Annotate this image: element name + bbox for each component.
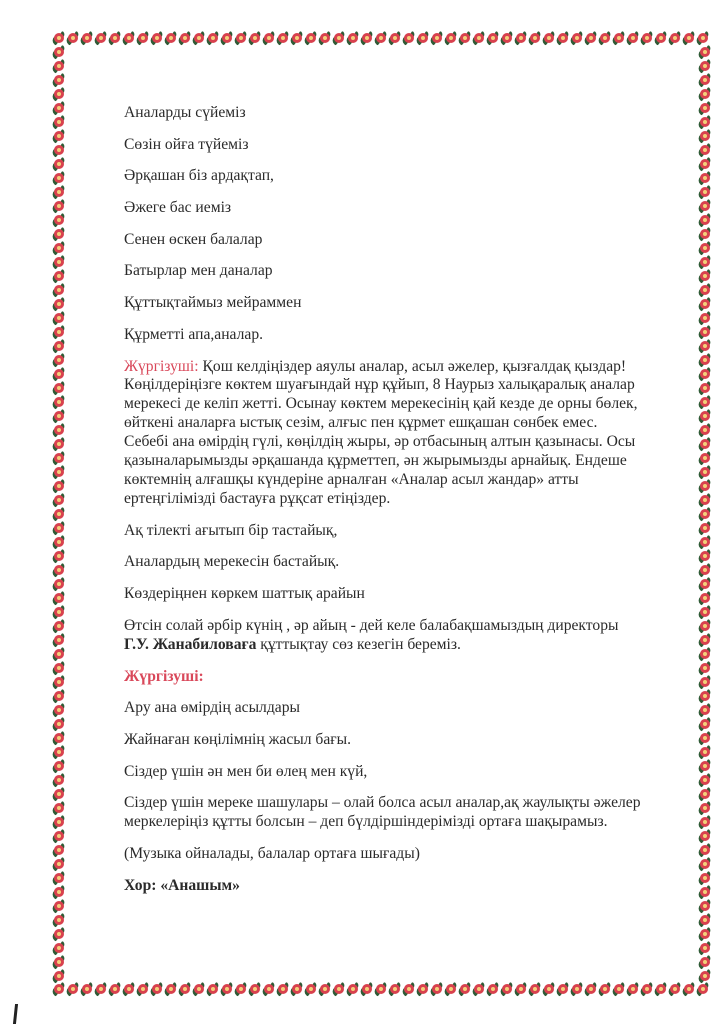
paragraph-line: Себебі ана өмірдің гүлі, көңілдің жыры, әр отбасының алтын қазынасы. Осы [124, 433, 636, 451]
flower-icon [698, 647, 712, 661]
flower-icon [444, 31, 458, 45]
flower-icon [374, 982, 388, 996]
flower-icon [698, 773, 712, 787]
flower-icon [346, 982, 360, 996]
flower-icon [698, 395, 712, 409]
flower-icon [52, 297, 66, 311]
flower-icon [698, 129, 712, 143]
flower-icon [108, 982, 122, 996]
flower-icon [52, 381, 66, 395]
flower-icon [52, 647, 66, 661]
flower-icon [136, 982, 150, 996]
flower-icon [698, 563, 712, 577]
flower-icon [698, 955, 712, 969]
flower-icon [374, 31, 388, 45]
flower-icon [52, 843, 66, 857]
flower-icon [698, 689, 712, 703]
flower-icon [698, 507, 712, 521]
flower-icon [654, 982, 668, 996]
verse-line: Жайнаған көңілімнің жасыл бағы. [124, 731, 352, 748]
flower-icon [698, 969, 712, 983]
flower-icon [528, 31, 542, 45]
flower-icon [52, 129, 66, 143]
flower-icon [698, 535, 712, 549]
flower-icon [52, 927, 66, 941]
flower-icon [220, 31, 234, 45]
paragraph-line: құттықтау сөз кезегін береміз. [256, 635, 461, 653]
paragraph-line: меркелеріңіз құтты болсын – деп бүлдіршіндерімізді ортаға шақырамыз. [124, 813, 608, 831]
flower-icon [698, 87, 712, 101]
flower-icon [290, 31, 304, 45]
flower-icon [514, 982, 528, 996]
flower-icon [220, 982, 234, 996]
flower-icon [52, 759, 66, 773]
flower-icon [52, 619, 66, 633]
flower-icon [598, 982, 612, 996]
flower-icon [698, 185, 712, 199]
flower-icon [52, 857, 66, 871]
flower-icon [234, 982, 248, 996]
flower-icon [52, 31, 66, 45]
verse-line: Құттықтаймыз мейраммен [124, 294, 302, 312]
flower-icon [472, 31, 486, 45]
flower-icon [360, 31, 374, 45]
flower-icon [52, 773, 66, 787]
flower-icon [276, 982, 290, 996]
flower-icon [698, 199, 712, 213]
flower-icon [388, 31, 402, 45]
flower-icon [698, 745, 712, 759]
flower-icon [698, 717, 712, 731]
flower-icon [640, 982, 654, 996]
paragraph-line: Қош келдіңіздер аяулы аналар, асыл әжелер, қызғалдақ қыздар! [198, 357, 627, 375]
flower-icon [178, 31, 192, 45]
flower-icon [612, 31, 626, 45]
flower-icon [52, 87, 66, 101]
flower-icon [52, 969, 66, 983]
flower-icon [52, 353, 66, 367]
flower-icon [276, 31, 290, 45]
flower-icon [626, 982, 640, 996]
flower-icon [52, 409, 66, 423]
paragraph-line: ертеңгілімізді бастауға рұқсат етіңіздер. [124, 489, 391, 507]
flower-icon [698, 591, 712, 605]
verse-line: Сіздер үшін ән мен би өлең мен күй, [124, 762, 368, 780]
flower-icon [698, 899, 712, 913]
border-top [52, 31, 710, 45]
flower-icon [698, 493, 712, 507]
flower-icon [52, 73, 66, 87]
flower-icon [52, 577, 66, 591]
verse-line: Көздеріңнен көркем шаттық арайын [124, 585, 365, 603]
flower-icon [698, 577, 712, 591]
flower-icon [698, 913, 712, 927]
verse-line: Батырлар мен даналар [124, 262, 273, 280]
flower-icon [318, 982, 332, 996]
verse-line: Құрметті апа,аналар. [124, 325, 264, 343]
flower-icon [318, 31, 332, 45]
flower-icon [122, 31, 136, 45]
flower-icon [178, 982, 192, 996]
flower-icon [458, 31, 472, 45]
flower-icon [682, 982, 696, 996]
flower-icon [698, 367, 712, 381]
flower-icon [332, 31, 346, 45]
paragraph-line: Көңілдеріңізге көктем шуағындай нұр құйып, 8 Наурыз халықаралық аналар [124, 376, 635, 394]
flower-icon [80, 982, 94, 996]
flower-icon [52, 689, 66, 703]
flower-icon [52, 801, 66, 815]
flower-icon [52, 255, 66, 269]
flower-icon [304, 982, 318, 996]
flower-icon [52, 213, 66, 227]
flower-icon [698, 605, 712, 619]
flower-icon [52, 45, 66, 59]
flower-icon [584, 31, 598, 45]
flower-icon [52, 241, 66, 255]
paragraph-line: көктемнің алғашқы күндеріне арналған «Аналар асыл жандар» атты [124, 470, 579, 488]
flower-icon [698, 703, 712, 717]
speaker-label: Жүргізуші: [124, 357, 199, 375]
flower-icon [668, 982, 682, 996]
flower-icon [122, 982, 136, 996]
flower-icon [52, 325, 66, 339]
invite-paragraph [124, 794, 694, 832]
flower-icon [402, 982, 416, 996]
flower-icon [486, 31, 500, 45]
flower-icon [52, 675, 66, 689]
flower-icon [150, 31, 164, 45]
flower-icon [52, 171, 66, 185]
verse-line: Ақ тілекті ағытып бір тастайық, [124, 521, 338, 539]
border-right [698, 45, 712, 983]
director-paragraph [124, 617, 694, 655]
flower-icon [52, 423, 66, 437]
flower-icon [698, 675, 712, 689]
flower-icon [52, 157, 66, 171]
flower-icon [52, 605, 66, 619]
verse-line: Әрқашан біз ардақтап, [124, 167, 274, 185]
flower-icon [698, 171, 712, 185]
flower-icon [698, 619, 712, 633]
flower-icon [52, 633, 66, 647]
flower-icon [206, 982, 220, 996]
flower-icon [698, 227, 712, 241]
flower-icon [698, 801, 712, 815]
flower-icon [52, 115, 66, 129]
verse-line: Ару ана өмірдің асылдары [124, 699, 300, 717]
paragraph-line: қазыналарымызды әрқашанда құрметтеп, ән жырымызды арнайық. Ендеше [124, 452, 627, 470]
flower-icon [698, 549, 712, 563]
verse-line: Әжеге бас иеміз [124, 199, 232, 217]
flower-icon [668, 31, 682, 45]
flower-icon [698, 843, 712, 857]
flower-icon [698, 339, 712, 353]
flower-icon [52, 703, 66, 717]
flower-icon [52, 101, 66, 115]
flower-icon [698, 115, 712, 129]
flower-icon [682, 31, 696, 45]
flower-icon [698, 157, 712, 171]
flower-icon [698, 815, 712, 829]
flower-icon [598, 31, 612, 45]
flower-icon [698, 661, 712, 675]
flower-icon [698, 311, 712, 325]
flower-icon [698, 283, 712, 297]
flower-icon [52, 871, 66, 885]
flower-icon [698, 143, 712, 157]
flower-icon [472, 982, 486, 996]
paragraph-line: Сіздер үшін мереке шашулары – олай болса асыл аналар,ақ жаулықты әжелер [124, 794, 641, 812]
verse-2 [124, 522, 694, 603]
flower-icon [52, 283, 66, 297]
flower-icon [698, 871, 712, 885]
flower-icon [698, 73, 712, 87]
flower-icon [698, 423, 712, 437]
flower-icon [654, 31, 668, 45]
flower-icon [52, 185, 66, 199]
flower-icon [52, 339, 66, 353]
stage-direction: (Музыка ойналады, балалар ортаға шығады) [124, 845, 420, 863]
flower-icon [52, 507, 66, 521]
flower-icon [52, 913, 66, 927]
flower-icon [52, 59, 66, 73]
verse-line: Сөзін ойға түйеміз [124, 135, 249, 153]
flower-icon [584, 982, 598, 996]
flower-icon [360, 982, 374, 996]
flower-icon [698, 521, 712, 535]
flower-icon [262, 31, 276, 45]
flower-icon [94, 982, 108, 996]
flower-icon [698, 241, 712, 255]
flower-icon [52, 311, 66, 325]
flower-icon [416, 982, 430, 996]
flower-icon [52, 535, 66, 549]
flower-icon [52, 941, 66, 955]
verse-line: Аналарды сүйеміз [124, 104, 246, 121]
flower-icon [570, 31, 584, 45]
verse-line: Сенен өскен балалар [124, 230, 263, 248]
flower-icon [500, 982, 514, 996]
flower-icon [52, 745, 66, 759]
flower-icon [234, 31, 248, 45]
flower-icon [52, 661, 66, 675]
flower-icon [52, 815, 66, 829]
flower-icon [698, 451, 712, 465]
flower-icon [52, 885, 66, 899]
flower-icon [528, 982, 542, 996]
border-bottom [52, 982, 710, 996]
flower-icon [698, 381, 712, 395]
flower-icon [136, 31, 150, 45]
flower-icon [248, 31, 262, 45]
flower-icon [52, 955, 66, 969]
intro-paragraph [124, 358, 694, 509]
flower-icon [500, 31, 514, 45]
flower-icon [698, 297, 712, 311]
flower-icon [52, 731, 66, 745]
scan-mark [13, 1004, 18, 1024]
flower-icon [698, 759, 712, 773]
flower-icon [640, 31, 654, 45]
flower-icon [248, 982, 262, 996]
flower-icon [290, 982, 304, 996]
flower-icon [698, 325, 712, 339]
flower-icon [698, 787, 712, 801]
flower-icon [66, 982, 80, 996]
flower-icon [542, 31, 556, 45]
flower-icon [52, 367, 66, 381]
paragraph-line: мерекесі де келіп жетті. Осынау көктем мерекесінің қай кезде де орны бөлек, [124, 395, 638, 413]
verse-3 [124, 699, 694, 780]
flower-icon [52, 451, 66, 465]
flower-icon [556, 31, 570, 45]
flower-icon [66, 31, 80, 45]
flower-icon [444, 982, 458, 996]
flower-icon [542, 982, 556, 996]
flower-icon [52, 549, 66, 563]
verse-line: Аналардың мерекесін бастайық. [124, 553, 340, 571]
flower-icon [52, 437, 66, 451]
flower-icon [164, 982, 178, 996]
flower-icon [430, 31, 444, 45]
chorus-title: Хор: «Анашым» [124, 876, 240, 894]
verse-1 [124, 104, 694, 344]
flower-icon [698, 45, 712, 59]
flower-icon [698, 409, 712, 423]
flower-icon [164, 31, 178, 45]
flower-icon [108, 31, 122, 45]
flower-icon [698, 885, 712, 899]
flower-icon [52, 717, 66, 731]
flower-icon [486, 982, 500, 996]
flower-icon [52, 829, 66, 843]
flower-icon [698, 927, 712, 941]
flower-icon [458, 982, 472, 996]
flower-icon [698, 465, 712, 479]
flower-icon [556, 982, 570, 996]
flower-icon [698, 59, 712, 73]
flower-icon [52, 269, 66, 283]
flower-icon [94, 31, 108, 45]
flower-icon [402, 31, 416, 45]
flower-icon [698, 829, 712, 843]
flower-icon [52, 899, 66, 913]
flower-icon [52, 591, 66, 605]
flower-icon [388, 982, 402, 996]
flower-icon [696, 31, 710, 45]
flower-icon [150, 982, 164, 996]
flower-icon [52, 479, 66, 493]
flower-icon [698, 101, 712, 115]
flower-icon [698, 437, 712, 451]
flower-icon [80, 31, 94, 45]
flower-icon [698, 255, 712, 269]
flower-icon [698, 479, 712, 493]
flower-icon [626, 31, 640, 45]
flower-icon [52, 143, 66, 157]
speaker-label: Жүргізуші: [124, 667, 204, 685]
flower-icon [192, 31, 206, 45]
flower-icon [698, 213, 712, 227]
paragraph-line: Өтсін солай әрбір күнің , әр айың - дей келе балабақшамыздың директоры [124, 616, 619, 634]
flower-icon [698, 941, 712, 955]
flower-icon [262, 982, 276, 996]
flower-icon [52, 563, 66, 577]
paragraph-line: өйткені аналарға ыстық сезім, алғыс пен құрмет ешқашан сөнбек емес. [124, 414, 598, 432]
flower-icon [52, 395, 66, 409]
director-name: Г.У. Жанабиловаға [124, 635, 257, 653]
flower-icon [52, 227, 66, 241]
flower-icon [416, 31, 430, 45]
flower-icon [52, 199, 66, 213]
flower-icon [52, 982, 66, 996]
flower-icon [304, 31, 318, 45]
flower-icon [696, 982, 710, 996]
flower-icon [192, 982, 206, 996]
flower-icon [52, 493, 66, 507]
flower-icon [698, 857, 712, 871]
flower-icon [430, 982, 444, 996]
flower-icon [52, 465, 66, 479]
border-left [52, 45, 66, 983]
flower-icon [698, 633, 712, 647]
flower-icon [698, 269, 712, 283]
flower-icon [332, 982, 346, 996]
flower-icon [52, 787, 66, 801]
flower-icon [346, 31, 360, 45]
flower-icon [52, 521, 66, 535]
flower-icon [698, 731, 712, 745]
flower-icon [206, 31, 220, 45]
flower-icon [570, 982, 584, 996]
flower-icon [698, 353, 712, 367]
flower-icon [514, 31, 528, 45]
document-body [124, 104, 694, 909]
flower-icon [612, 982, 626, 996]
